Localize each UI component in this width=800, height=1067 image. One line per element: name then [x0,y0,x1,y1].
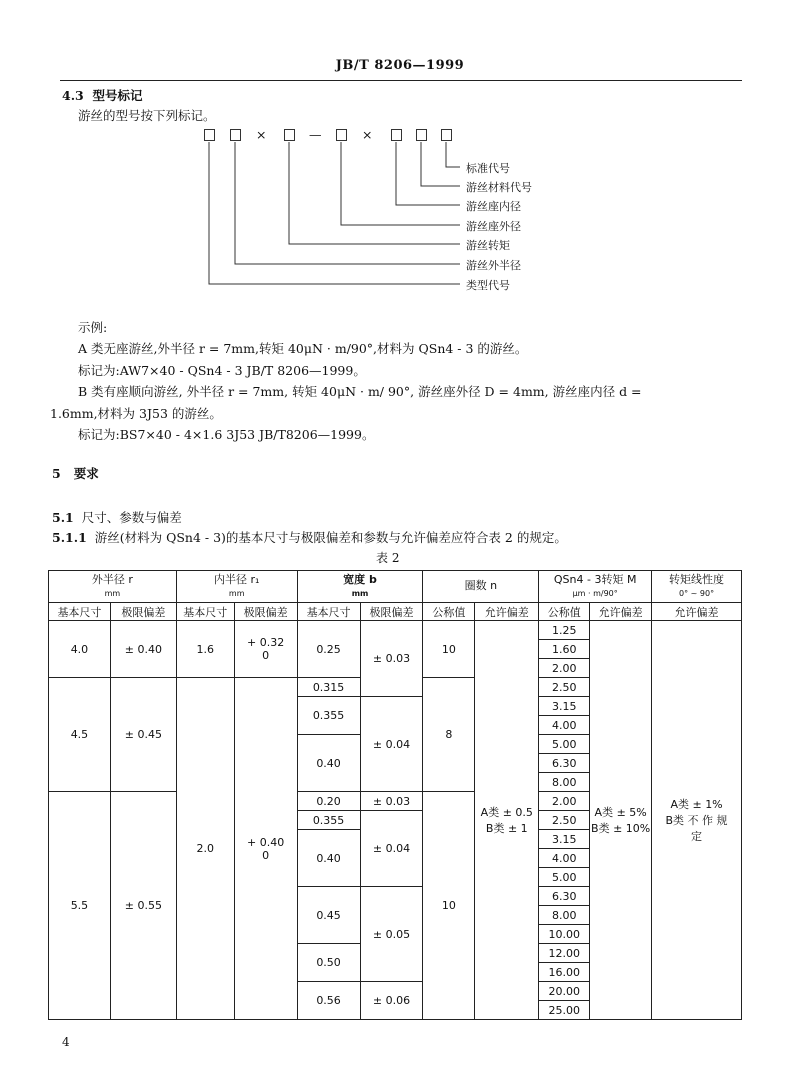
header-outer-radius: 外半径 r mm [49,571,177,603]
example-heading: 示例: [78,320,108,335]
subheader-basic: 基本尺寸 [176,603,234,621]
cell-width-dev: ± 0.05 [360,887,423,982]
cell-torque-nominal: 5.00 [539,735,590,754]
subheader-limit: 极限偏差 [110,603,176,621]
marking-leader-lines [0,0,800,300]
section-5-1-1-text [52,528,567,546]
cell-turns-nominal: 10 [423,621,475,678]
section-number: 5 [52,466,61,481]
cell-width-basic: 0.25 [297,621,360,678]
cell-width-dev: ± 0.04 [360,811,423,887]
cell-torque-nominal: 10.00 [539,925,590,944]
cell-width-basic: 0.40 [297,830,360,887]
cell-outer-dev: ± 0.40 [110,621,176,678]
subheader-limit: 极限偏差 [360,603,423,621]
label-outer-radius: 游丝外半径 [466,259,521,272]
cell-outer-basic: 5.5 [49,792,111,1020]
cell-outer-dev: ± 0.55 [110,792,176,1020]
cell-torque-nominal: 5.00 [539,868,590,887]
label-type-code: 类型代号 [466,279,510,292]
cell-torque-nominal: 8.00 [539,773,590,792]
label-seat-inner-diameter: 游丝座内径 [466,200,521,213]
cell-torque-nominal: 3.15 [539,830,590,849]
cell-torque-nominal: 2.50 [539,811,590,830]
cell-turns-nominal: 10 [423,792,475,1020]
subheader-allow: 允许偏差 [590,603,652,621]
cell-width-basic: 0.355 [297,697,360,735]
example-line: B 类有座顺向游丝, 外半径 r = 7mm, 转矩 40μN · m/ 90°, 游丝座外径 D = 4mm, 游丝座内径 d = [78,384,642,399]
cell-torque-nominal: 6.30 [539,754,590,773]
header-turns: 圈数 n [423,571,539,603]
cell-torque-nominal: 4.00 [539,716,590,735]
cell-torque-nominal: 1.60 [539,640,590,659]
cell-width-basic: 0.50 [297,944,360,982]
cell-outer-basic: 4.5 [49,678,111,792]
header-torque: QSn4 - 3转矩 M μm · m/90° [539,571,652,603]
cell-torque-nominal: 4.00 [539,849,590,868]
cell-width-basic: 0.56 [297,982,360,1020]
spec-table [48,570,742,1020]
cell-torque-nominal: 6.30 [539,887,590,906]
cell-outer-basic: 4.0 [49,621,111,678]
subheader-nominal: 公称值 [423,603,475,621]
cell-width-dev: ± 0.03 [360,621,423,697]
multiply-symbol: × [256,127,267,142]
cell-width-basic: 0.45 [297,887,360,944]
cell-torque-nominal: 2.00 [539,659,590,678]
cell-width-basic: 0.315 [297,678,360,697]
multiply-symbol: × [362,127,373,142]
cell-torque-nominal: 3.15 [539,697,590,716]
cell-width-basic: 0.40 [297,735,360,792]
cell-width-dev: ± 0.04 [360,697,423,792]
cell-torque-nominal: 12.00 [539,944,590,963]
subheader-basic: 基本尺寸 [297,603,360,621]
label-torque: 游丝转矩 [466,239,510,252]
page-number: 4 [62,1035,70,1049]
cell-inner-basic: 1.6 [176,621,234,678]
example-line: A 类无座游丝,外半径 r = 7mm,转矩 40μN · m/90°,材料为 QSn4 - 3 的游丝。 [78,341,528,356]
section-number: 5.1 [52,510,74,525]
label-standard-code: 标准代号 [466,162,510,175]
section-number: 5.1.1 [52,530,87,545]
cell-outer-dev: ± 0.45 [110,678,176,792]
example-line: 标记为:BS7×40 - 4×1.6 3J53 JB/T8206—1999。 [78,427,375,442]
table-caption: 表 2 [376,551,400,565]
section-title: 型号标记 [92,88,143,103]
header-linearity: 转矩线性度 0° ~ 90° [652,571,742,603]
cell-width-basic: 0.355 [297,811,360,830]
subheader-limit: 极限偏差 [234,603,297,621]
section-4-3-intro: 游丝的型号按下列标记。 [78,108,216,123]
section-title: 要求 [73,466,99,481]
cell-inner-dev: + 0.40 0 [234,678,297,1020]
subheader-allow: 允许偏差 [652,603,742,621]
subheader-basic: 基本尺寸 [49,603,111,621]
header-width: 宽度 b mm [297,571,423,603]
cell-inner-dev: + 0.32 0 [234,621,297,678]
cell-turns-allow: A类 ± 0.5 B类 ± 1 [475,621,539,1020]
header-inner-radius: 内半径 r₁ mm [176,571,297,603]
cell-torque-nominal: 25.00 [539,1001,590,1020]
subheader-nominal: 公称值 [539,603,590,621]
cell-torque-allow: A类 ± 5% B类 ± 10% [590,621,652,1020]
cell-linearity-allow: A类 ± 1% B类 不 作 规 定 [652,621,742,1020]
cell-torque-nominal: 2.00 [539,792,590,811]
example-line: 1.6mm,材料为 3J53 的游丝。 [50,406,222,421]
document-header: JB/T 8206—1999 [335,58,465,73]
cell-turns-nominal: 8 [423,678,475,792]
dash-symbol: — [309,127,322,142]
section-title: 尺寸、参数与偏差 [81,510,182,525]
cell-torque-nominal: 2.50 [539,678,590,697]
cell-width-dev: ± 0.03 [360,792,423,811]
subheader-allow: 允许偏差 [475,603,539,621]
label-material-code: 游丝材料代号 [466,181,532,194]
cell-width-basic: 0.20 [297,792,360,811]
cell-torque-nominal: 16.00 [539,963,590,982]
section-number: 4.3 [62,88,84,103]
section-body: 游丝(材料为 QSn4 - 3)的基本尺寸与极限偏差和参数与允许偏差应符合表 2 的规定。 [94,530,567,545]
cell-width-dev: ± 0.06 [360,982,423,1020]
section-5-1-heading [52,508,182,526]
cell-torque-nominal: 20.00 [539,982,590,1001]
cell-inner-basic: 2.0 [176,678,234,1020]
label-seat-outer-diameter: 游丝座外径 [466,220,521,233]
cell-torque-nominal: 1.25 [539,621,590,640]
cell-torque-nominal: 8.00 [539,906,590,925]
example-line: 标记为:AW7×40 - QSn4 - 3 JB/T 8206—1999。 [78,363,366,378]
section-5-heading [52,464,99,482]
